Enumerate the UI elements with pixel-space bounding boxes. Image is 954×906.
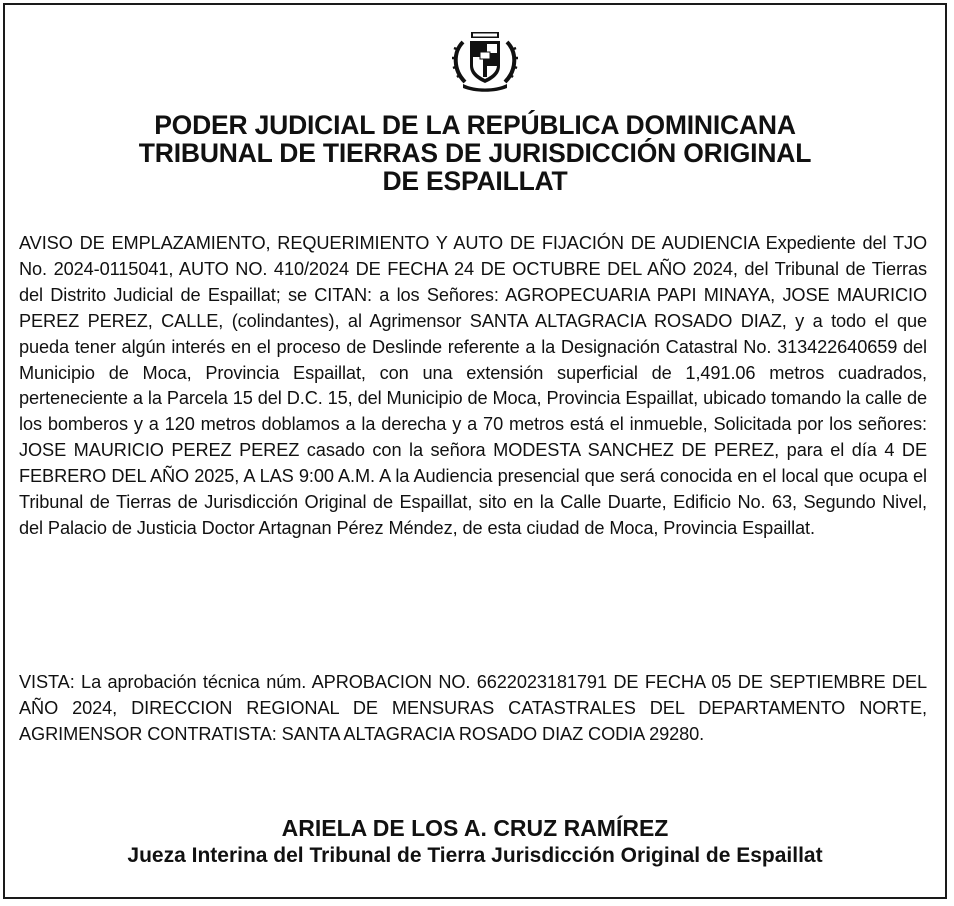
signatory-name: ARIELA DE LOS A. CRUZ RAMÍREZ: [281, 815, 669, 841]
header-line-2: TRIBUNAL DE TIERRAS DE JURISDICCIÓN ORIGINAL: [138, 138, 812, 168]
header-line-3: DE ESPAILLAT: [382, 166, 568, 196]
notice-paragraph-1: AVISO DE EMPLAZAMIENTO, REQUERIMIENTO Y AUTO DE FIJACIÓN DE AUDIENCIA Expediente del TJO No. 2024-0115041, AUTO NO. 410/2024 DE FECHA 24 DE OCTUBRE DEL AÑO 2024, del Tribunal de Tierras del Distrito Judicial de Espaillat; se CITAN: a los Señores: AGROPECUARIA PAPI MINAYA, JOSE MAURICIO PEREZ PEREZ, CALLE, (colindantes), al Agrimensor SANTA ALTAGRACIA ROSADO DIAZ, y a todo el que pueda tener algún interés en el proceso de Deslinde referente a la Designación Catastral No. 313422640659 del Municipio de Moca, Provincia Espaillat, con una extensión superficial de 1,491.06 metros cuadrados, perteneciente a la Parcela 15 del D.C. 15, del Municipio de Moca, Provincia Espaillat, ubicado tomando la calle de los bomberos y a 120 metros doblamos a la derecha y a 70 metros está el inmueble, Solicitada por los señores: JOSE MAURICIO PEREZ PEREZ casado con la señora MODESTA SANCHEZ DE PEREZ, para el día 4 DE FEBRERO DEL AÑO 2025, A LAS 9:00 A.M. A la Audiencia presencial que será conocida en el local que ocupa el Tribunal de Tierras de Jurisdicción Original de Espaillat, sito en la Calle Duarte, Edificio No. 63, Segundo Nivel, del Palacio de Justicia Doctor Artagnan Pérez Méndez, de esta ciudad de Moca, Provincia Espaillat.: [19, 233, 927, 538]
signatory-role: Jueza Interina del Tribunal de Tierra Jurisdicción Original de Espaillat: [127, 844, 823, 867]
notice-paragraph-2: VISTA: La aprobación técnica núm. APROBACION NO. 6622023181791 DE FECHA 05 DE SEPTIEMBRE DEL AÑO 2024, DIRECCION REGIONAL DE MENSURAS CATASTRALES DEL DEPARTAMENTO NORTE, AGRIMENSOR CONTRATISTA: SANTA ALTAGRACIA ROSADO DIAZ CODIA 29280.: [19, 672, 927, 744]
header-line-1: PODER JUDICIAL DE LA REPÚBLICA DOMINICANA: [154, 110, 796, 140]
signature-block: [0, 814, 950, 870]
coat-of-arms-icon: [449, 28, 521, 92]
court-header: [0, 111, 950, 195]
